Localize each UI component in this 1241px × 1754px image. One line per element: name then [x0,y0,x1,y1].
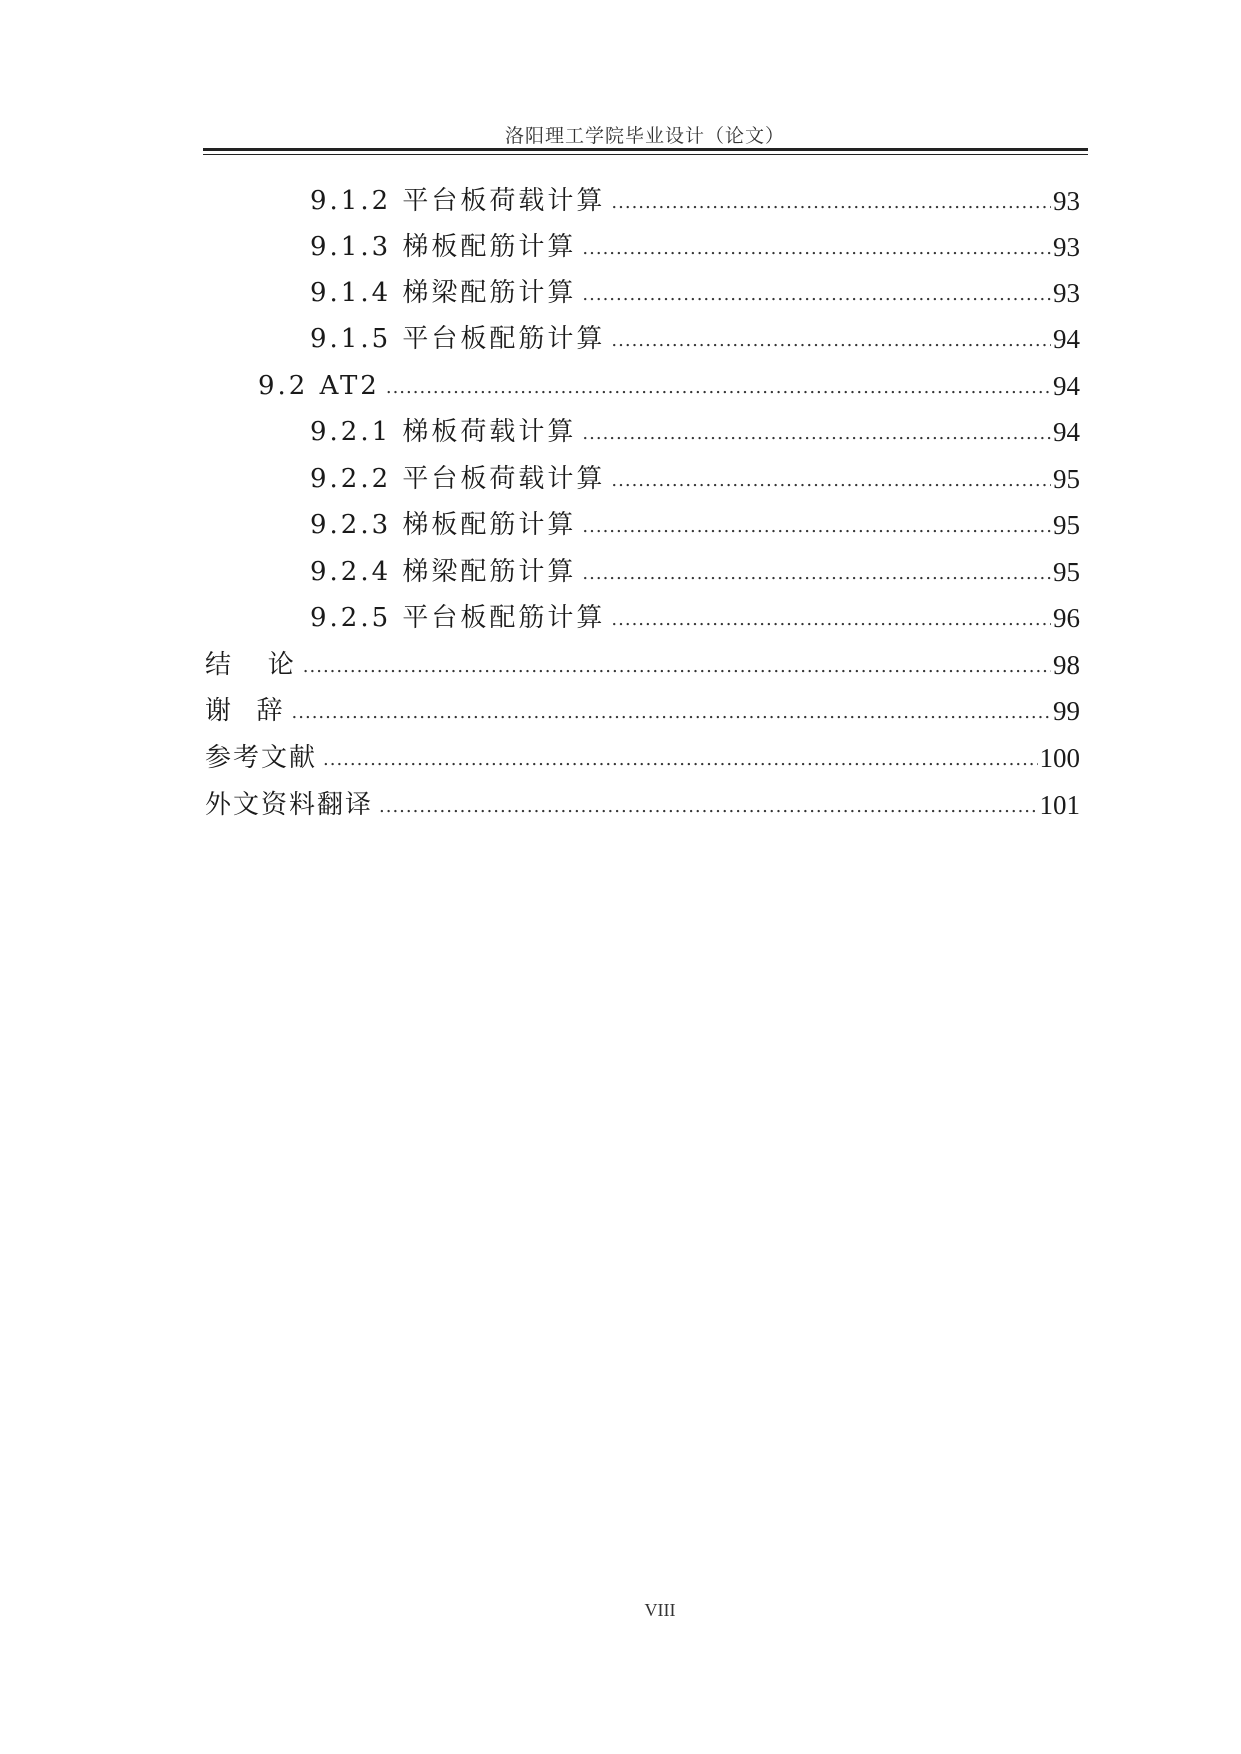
dot-leader [582,419,1051,449]
dot-leader [386,373,1051,403]
toc-entry-title: 9.2.4 梯梁配筋计算 [310,557,577,587]
toc-entry-title: 9.1.2 平台板荷载计算 [310,186,606,216]
dot-leader [582,559,1051,589]
toc-entry-title: 9.2.5 平台板配筋计算 [310,603,606,633]
toc-entry-page: 100 [1039,743,1080,773]
toc-entry-title: 9.1.4 梯梁配筋计算 [310,278,577,308]
toc-entry[interactable] [310,224,1080,264]
toc-entry[interactable] [310,270,1080,310]
toc-entry-title: 9.2 AT2 [258,371,380,401]
dot-leader [611,605,1051,635]
toc-entry-page: 99 [1053,696,1080,726]
page-number: VIII [644,1600,676,1620]
dot-leader [582,280,1051,310]
toc-entry[interactable] [310,595,1080,635]
running-header: 洛阳理工学院毕业设计（论文） [504,125,785,147]
toc-entry[interactable] [258,363,1080,403]
toc-entry-page: 94 [1053,371,1080,401]
toc-entry[interactable] [310,178,1080,218]
dot-leader [292,698,1051,728]
toc-entry-title: 9.2.1 梯板荷载计算 [310,417,577,447]
toc-entry[interactable] [310,456,1080,496]
toc-entry-page: 101 [1039,790,1080,820]
toc-entry-page: 96 [1053,603,1080,633]
toc-entry-page: 95 [1053,464,1080,494]
toc-entry[interactable] [310,549,1080,589]
dot-leader [582,234,1051,264]
toc-entry[interactable] [310,502,1080,542]
toc-entry-page: 94 [1053,324,1080,354]
dot-leader [611,326,1051,356]
toc-entry-title: 谢 辞 [205,696,286,726]
toc-entry-title: 9.2.2 平台板荷载计算 [310,464,606,494]
toc-entry-title: 9.1.3 梯板配筋计算 [310,232,577,262]
toc-entry-page: 95 [1053,510,1080,540]
toc-entry[interactable] [310,316,1080,356]
toc-entry-page: 98 [1053,650,1080,680]
toc-entry-page: 93 [1053,186,1080,216]
toc-entry-page: 95 [1053,557,1080,587]
dot-leader [582,512,1051,542]
toc-entry-page: 94 [1053,417,1080,447]
toc-entry-title: 结 论 [205,650,297,680]
toc-entry-title: 参考文献 [205,743,318,773]
dot-leader [323,745,1037,775]
header-rule [203,148,1088,151]
toc-entry[interactable] [205,688,1080,728]
toc-entry-title: 9.1.5 平台板配筋计算 [310,324,606,354]
dot-leader [379,792,1037,822]
toc-entry-page: 93 [1053,278,1080,308]
dot-leader [611,188,1051,218]
toc-entry-page: 93 [1053,232,1080,262]
toc-entry[interactable] [310,409,1080,449]
dot-leader [611,466,1051,496]
toc-entry-title: 9.2.3 梯板配筋计算 [310,510,577,540]
toc-entry[interactable] [205,735,1080,775]
toc-entry-title: 外文资料翻译 [205,790,374,820]
header-rule-thin [203,154,1088,155]
toc-entry[interactable] [205,782,1080,822]
toc-entry[interactable] [205,642,1080,682]
dot-leader [303,652,1051,682]
